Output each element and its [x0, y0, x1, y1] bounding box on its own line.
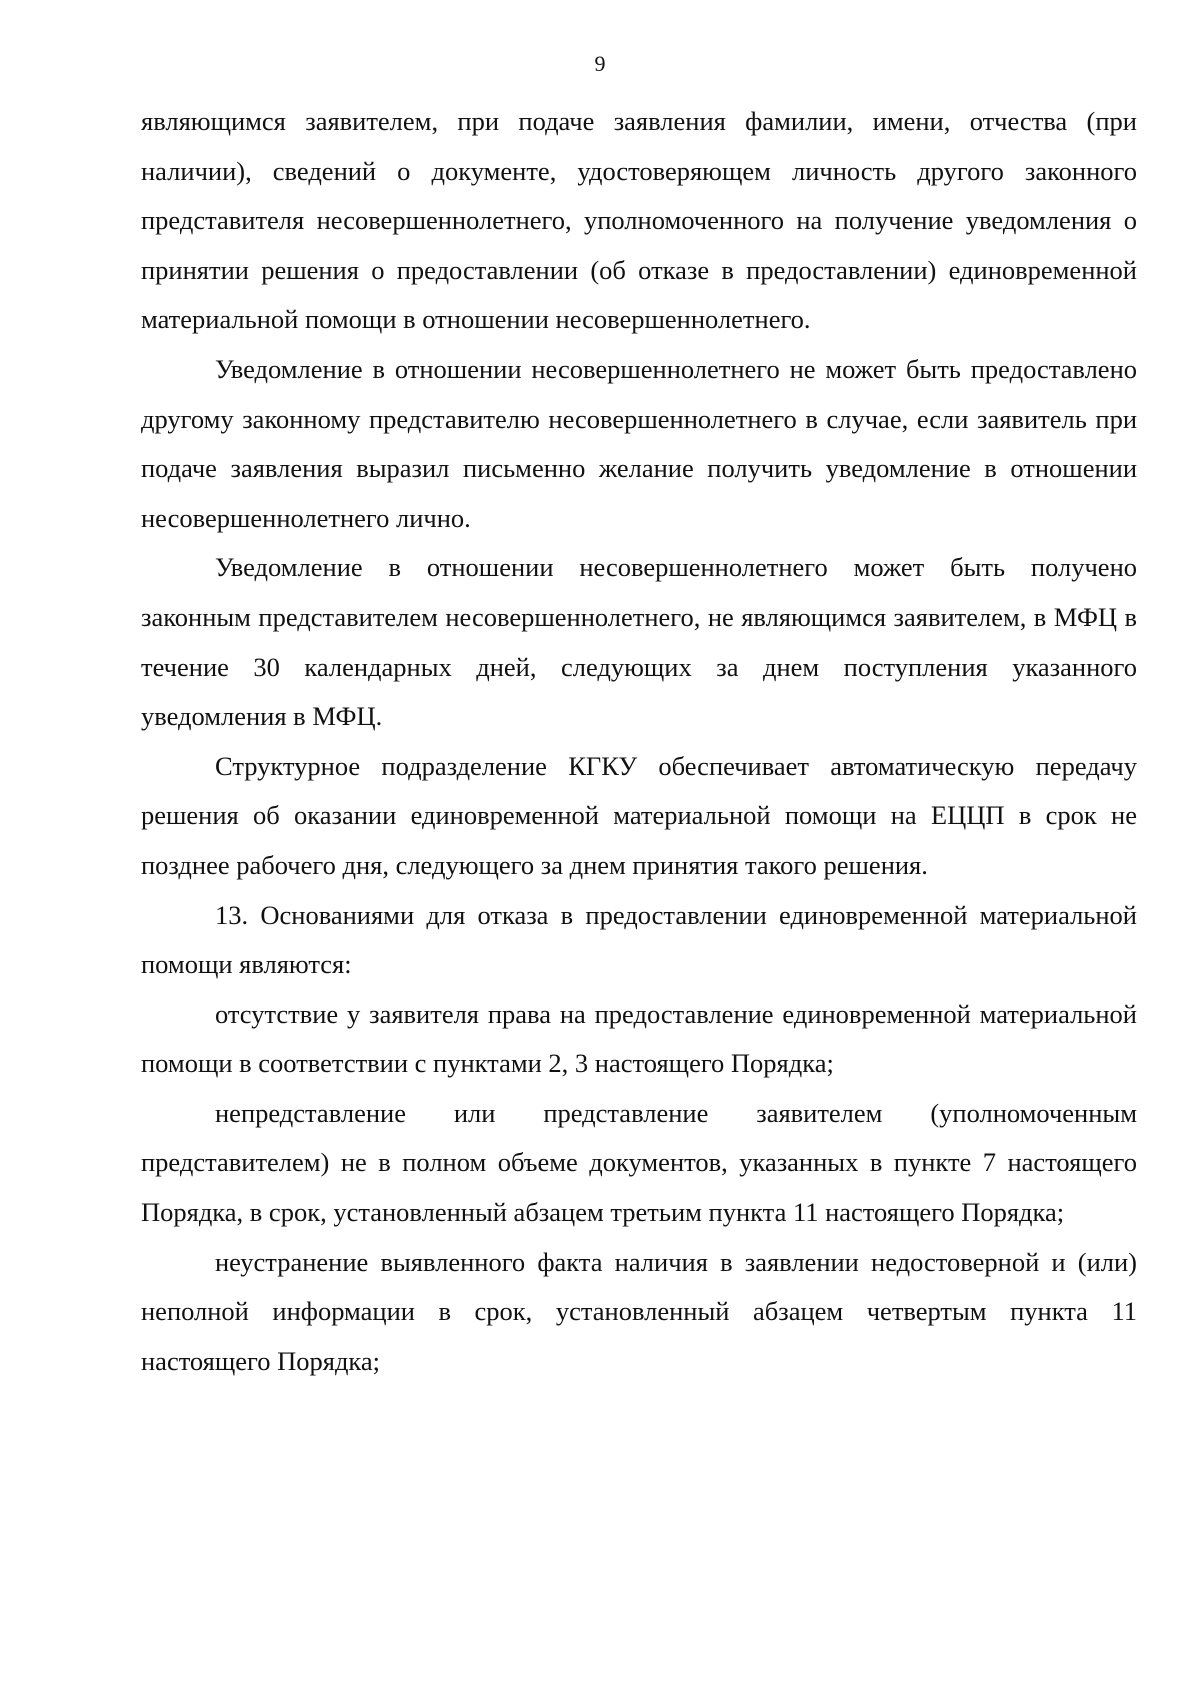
- paragraph-continuation-applicant-info: являющимся заявителем, при подаче заявления фамилии, имени, отчества (при наличии), сведений о документе, удостоверяющем личность другого законного представителя несовершеннолетнего, уполномоченного на получение уведомления о принятии решения о предоставлении (об отказе в предоставлении) единовременной материальной помощи в отношении несовершеннолетнего.: [141, 106, 1137, 335]
- paragraph-decision-transfer: Структурное подразделение КГКУ обеспечивает автоматическую передачу решения об оказании единовременной материальной помощи на ЕЦЦП в срок не позднее рабочего дня, следующего за днем принятия такого решения.: [141, 750, 1137, 880]
- paragraph-notification-mfc-pickup: Уведомление в отношении несовершеннолетнего может быть получено законным представителем несовершеннолетнего, не являющимся заявителем, в МФЦ в течение 30 календарных дней, следующих за днем поступления указанного уведомления в МФЦ.: [141, 552, 1137, 732]
- paragraph-notification-restriction: Уведомление в отношении несовершеннолетнего не может быть предоставлено другому законному представителю несовершеннолетнего в случае, если заявитель при подаче заявления выразил письменно желание получить уведомление в отношении несовершеннолетнего лично.: [141, 353, 1137, 533]
- document-body: [141, 97, 1137, 1386]
- paragraph-refusal-grounds-heading: 13. Основаниями для отказа в предоставлении единовременной материальной помощи являются:: [141, 899, 1137, 980]
- paragraph-refusal-missing-documents: непредставление или представление заявителем (уполномоченным представителем) не в полном объеме документов, указанных в пункте 7 настоящего Порядка, в срок, установленный абзацем третьим пункта 11 настоящего Порядка;: [141, 1097, 1137, 1228]
- paragraph-refusal-unreliable-info: неустранение выявленного факта наличия в заявлении недостоверной и (или) неполной информации в срок, установленный абзацем четвертым пункта 11 настоящего Порядка;: [141, 1246, 1137, 1376]
- page-number: 9: [594, 51, 606, 76]
- paragraph-refusal-no-right: отсутствие у заявителя права на предоставление единовременной материальной помощи в соответствии с пунктами 2, 3 настоящего Порядка;: [141, 998, 1137, 1079]
